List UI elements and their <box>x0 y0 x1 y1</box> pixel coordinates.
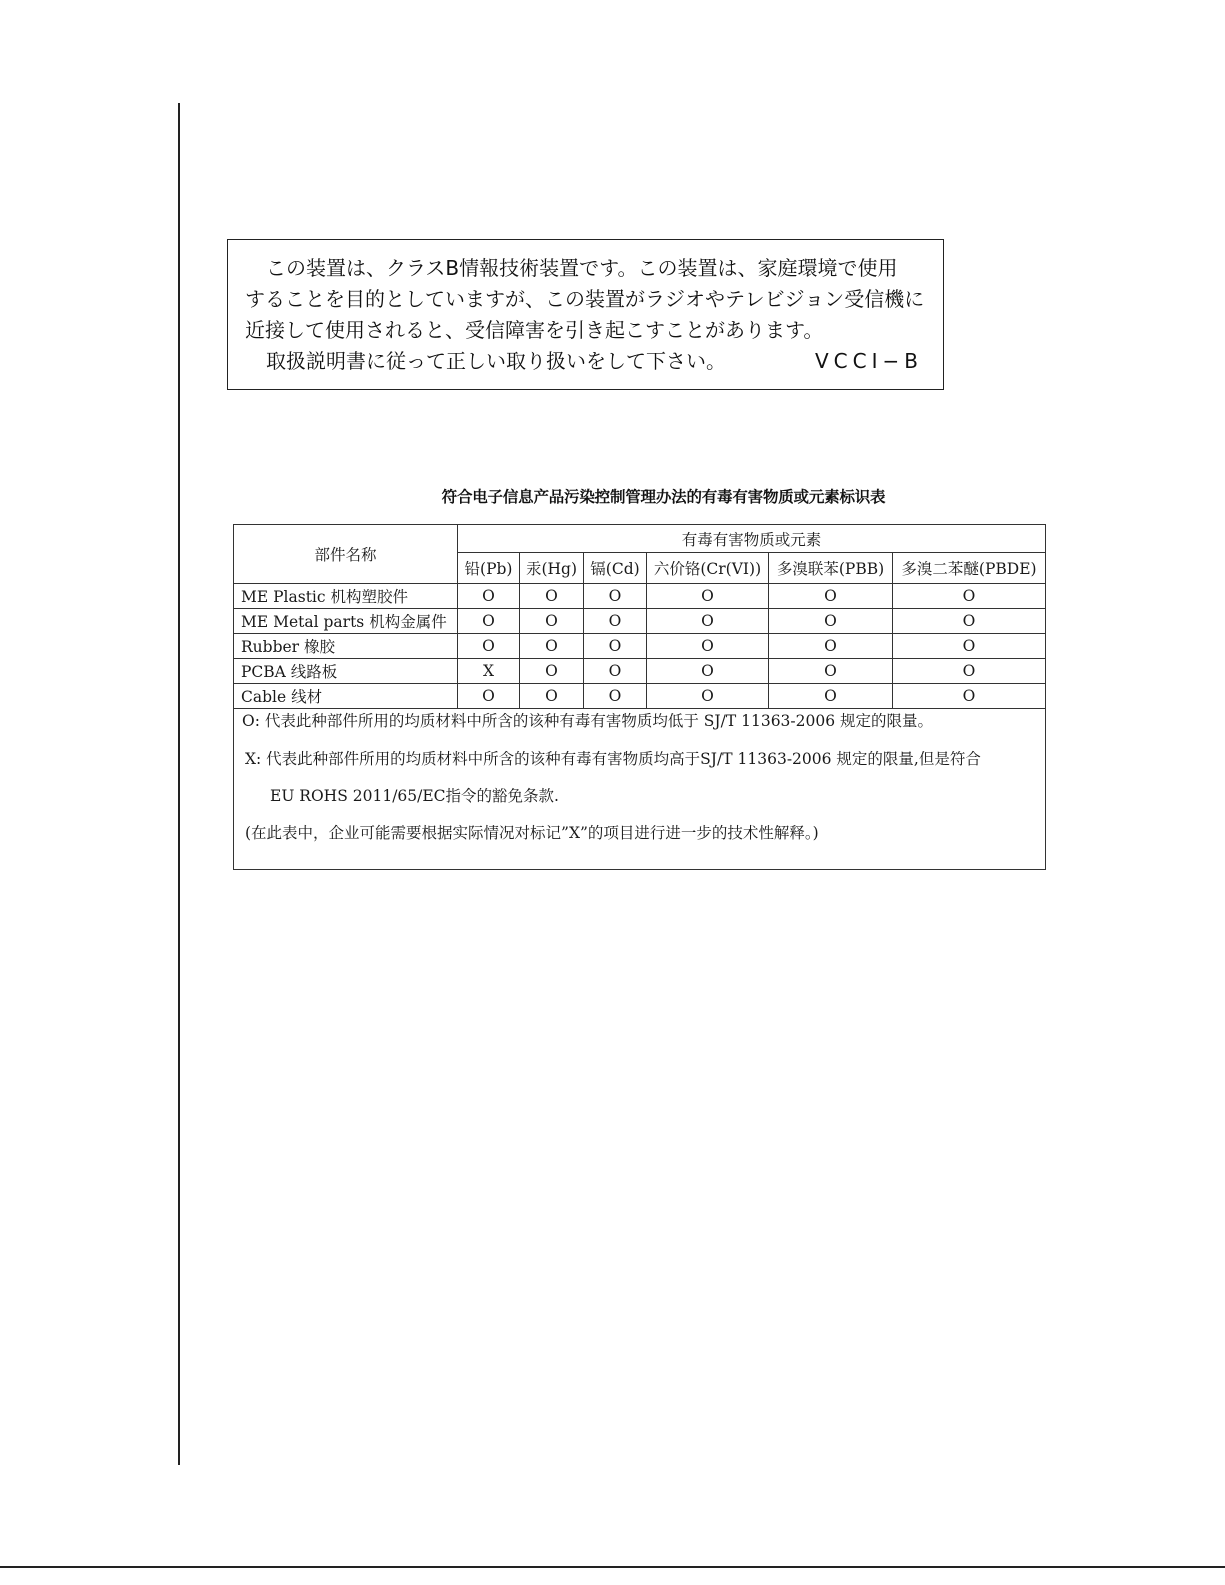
substance-value-cell: O <box>584 634 647 659</box>
table-row <box>234 684 1046 709</box>
substance-group-header: 有毒有害物质或元素 <box>458 525 1046 553</box>
table-row <box>234 634 1046 659</box>
substance-value-cell: O <box>584 584 647 609</box>
substance-value-cell: O <box>520 584 584 609</box>
substance-value-cell: O <box>458 584 520 609</box>
notes-cell <box>234 709 1046 870</box>
part-name-cell: ME Plastic 机构塑胶件 <box>234 584 458 609</box>
left-margin-rule <box>178 103 180 1465</box>
substance-value-cell: O <box>893 584 1046 609</box>
substance-value-cell: O <box>769 634 893 659</box>
substance-value-cell: O <box>647 609 769 634</box>
part-name-header: 部件名称 <box>234 525 458 584</box>
vcci-line-2: することを目的としていますが、この装置がラジオやテレビジョン受信機に <box>245 287 925 311</box>
o-mark-note: O: 代表此种部件所用的均质材料中所含的该种有毒有害物质均低于 SJ/T 11363-2006 规定的限量。 <box>242 712 934 730</box>
substance-value-cell: O <box>769 684 893 709</box>
substance-value-cell: O <box>458 609 520 634</box>
vcci-class-mark: VCCI−B <box>815 349 923 373</box>
substance-value-cell: O <box>893 609 1046 634</box>
substance-value-cell: O <box>769 609 893 634</box>
notes-row <box>234 709 1046 870</box>
x-mark-note-line-2: EU ROHS 2011/65/EC指令的豁免条款. <box>270 787 559 805</box>
rohs-substance-table <box>233 524 1046 870</box>
substance-value-cell: O <box>520 684 584 709</box>
substance-value-cell: O <box>458 634 520 659</box>
substance-value-cell: O <box>520 659 584 684</box>
substance-value-cell: O <box>893 634 1046 659</box>
substance-header: 汞(Hg) <box>520 553 584 584</box>
vcci-line-1: この装置は、クラスB情報技術装置です。この装置は、家庭環境で使用 <box>266 256 898 280</box>
part-name-cell: Rubber 橡胶 <box>234 634 458 659</box>
part-name-cell: PCBA 线路板 <box>234 659 458 684</box>
substance-value-cell: O <box>647 659 769 684</box>
substance-value-cell: O <box>647 634 769 659</box>
substance-value-cell: O <box>893 684 1046 709</box>
vcci-notice-box <box>227 239 944 390</box>
explanation-note: (在此表中，企业可能需要根据实际情况对标记”X”的项目进行进一步的技术性解释。) <box>245 824 819 842</box>
substance-value-cell: O <box>458 684 520 709</box>
vcci-line-3: 近接して使用されると、受信障害を引き起こすことがあります。 <box>245 318 824 342</box>
table-header-row-1 <box>234 525 1046 553</box>
substance-header: 镉(Cd) <box>584 553 647 584</box>
substance-header: 六价铬(Cr(VI)) <box>647 553 769 584</box>
substance-value-cell: O <box>520 634 584 659</box>
part-name-cell: Cable 线材 <box>234 684 458 709</box>
substance-value-cell: O <box>647 584 769 609</box>
table-row <box>234 609 1046 634</box>
substance-value-cell: O <box>584 659 647 684</box>
table-row <box>234 659 1046 684</box>
rohs-table-title: 符合电子信息产品污染控制管理办法的有毒有害物质或元素标识表 <box>441 487 886 506</box>
substance-value-cell: O <box>769 584 893 609</box>
substance-value-cell: X <box>458 659 520 684</box>
substance-value-cell: O <box>893 659 1046 684</box>
substance-value-cell: O <box>647 684 769 709</box>
substance-header: 多溴联苯(PBB) <box>769 553 893 584</box>
substance-value-cell: O <box>584 609 647 634</box>
table-row <box>234 584 1046 609</box>
substance-value-cell: O <box>584 684 647 709</box>
substance-value-cell: O <box>769 659 893 684</box>
bottom-page-rule <box>0 1566 1225 1568</box>
vcci-line-4: 取扱説明書に従って正しい取り扱いをして下さい。 <box>266 349 726 373</box>
substance-header: 多溴二苯醚(PBDE) <box>893 553 1046 584</box>
part-name-cell: ME Metal parts 机构金属件 <box>234 609 458 634</box>
substance-header: 铅(Pb) <box>458 553 520 584</box>
substance-value-cell: O <box>520 609 584 634</box>
x-mark-note-line-1: X: 代表此种部件所用的均质材料中所含的该种有毒有害物质均高于SJ/T 11363-2006 规定的限量,但是符合 <box>245 750 981 768</box>
